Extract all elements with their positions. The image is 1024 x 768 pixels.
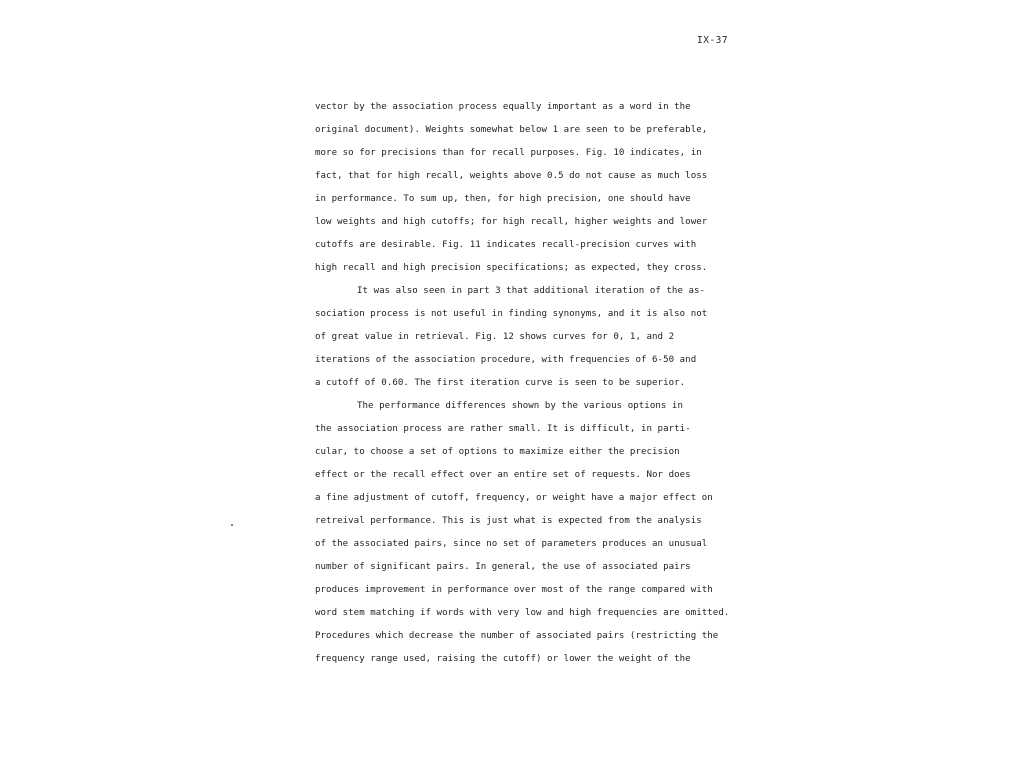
text-line: effect or the recall effect over an entire set of requests. Nor does bbox=[315, 470, 691, 480]
text-line: retreival performance. This is just what is expected from the analysis bbox=[315, 516, 702, 526]
text-line: a fine adjustment of cutoff, frequency, or weight have a major effect on bbox=[315, 493, 713, 503]
text-line: original document). Weights somewhat below 1 are seen to be preferable, bbox=[315, 125, 708, 135]
text-line: word stem matching if words with very low and high frequencies are omitted. bbox=[315, 608, 730, 618]
scan-speck bbox=[231, 524, 233, 526]
text-line: of the associated pairs, since no set of parameters produces an unusual bbox=[315, 539, 708, 549]
text-line: cutoffs are desirable. Fig. 11 indicates recall-precision curves with bbox=[315, 240, 697, 250]
text-line: more so for precisions than for recall purposes. Fig. 10 indicates, in bbox=[315, 148, 702, 158]
text-line: high recall and high precision specifications; as expected, they cross. bbox=[315, 263, 708, 273]
text-line: fact, that for high recall, weights above 0.5 do not cause as much loss bbox=[315, 171, 708, 181]
text-line: in performance. To sum up, then, for high precision, one should have bbox=[315, 194, 691, 204]
text-line: a cutoff of 0.60. The first iteration curve is seen to be superior. bbox=[315, 378, 686, 388]
text-line: vector by the association process equally important as a word in the bbox=[315, 102, 691, 112]
text-line: Procedures which decrease the number of associated pairs (restricting the bbox=[315, 631, 719, 641]
text-line: number of significant pairs. In general, the use of associated pairs bbox=[315, 562, 691, 572]
text-line: cular, to choose a set of options to maximize either the precision bbox=[315, 447, 680, 457]
text-line: frequency range used, raising the cutoff) or lower the weight of the bbox=[315, 654, 691, 664]
text-line: the association process are rather small. It is difficult, in parti- bbox=[315, 424, 691, 434]
text-line: sociation process is not useful in finding synonyms, and it is also not bbox=[315, 309, 708, 319]
text-line: of great value in retrieval. Fig. 12 shows curves for 0, 1, and 2 bbox=[315, 332, 675, 342]
page-number: IX-37 bbox=[697, 35, 729, 46]
paragraph-start-line: It was also seen in part 3 that additional iteration of the as- bbox=[357, 286, 706, 296]
text-line: produces improvement in performance over most of the range compared with bbox=[315, 585, 713, 595]
text-line: iterations of the association procedure, with frequencies of 6-50 and bbox=[315, 355, 697, 365]
text-line: low weights and high cutoffs; for high recall, higher weights and lower bbox=[315, 217, 708, 227]
body-text bbox=[315, 99, 730, 674]
paragraph-start-line: The performance differences shown by the various options in bbox=[357, 401, 683, 411]
